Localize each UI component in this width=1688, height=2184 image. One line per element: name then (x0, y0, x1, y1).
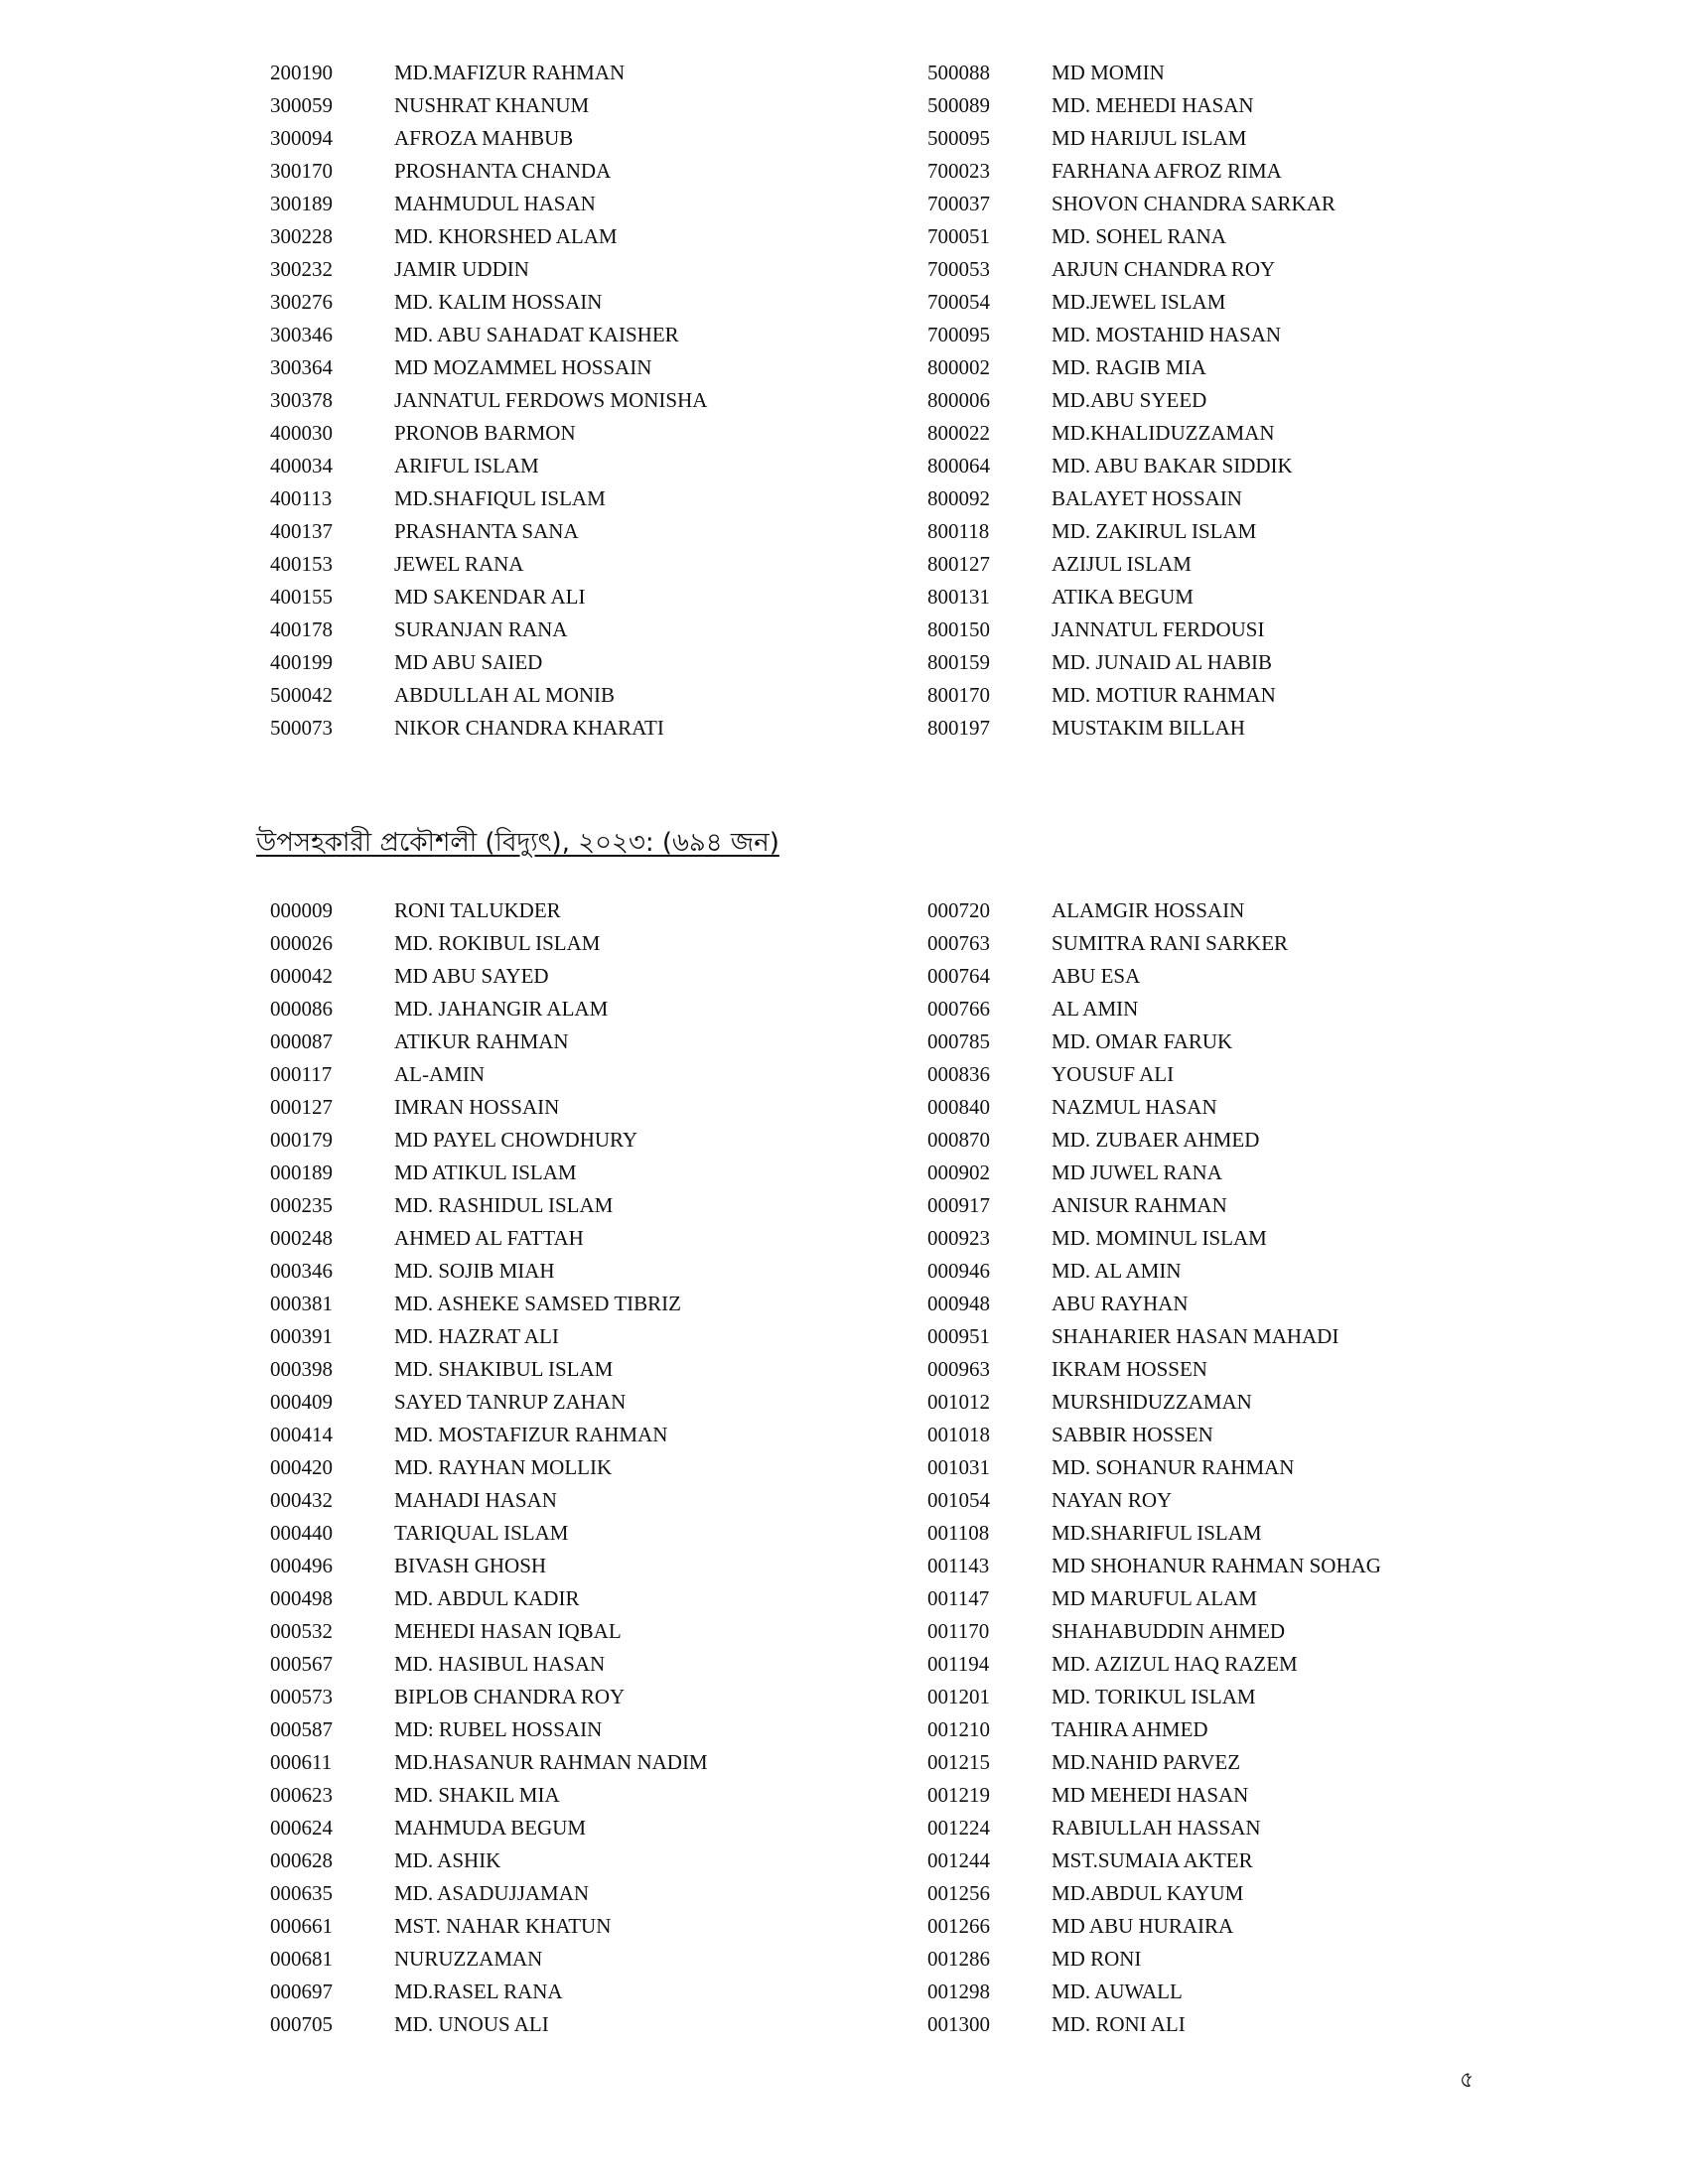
roll-number-left: 000420 (270, 1455, 333, 1479)
roll-number-left: 000611 (270, 1750, 333, 1774)
candidate-name-right: MD. OMAR FARUK (1052, 1029, 1233, 1053)
result-row (0, 1058, 1688, 1091)
candidate-name-right: MD HARIJUL ISLAM (1052, 126, 1247, 150)
roll-number-right: 800150 (927, 617, 990, 641)
candidate-name-right: SHOVON CHANDRA SARKAR (1052, 192, 1336, 215)
roll-number-left: 000623 (270, 1783, 333, 1807)
roll-number-right: 000764 (927, 964, 990, 988)
roll-number-left: 000179 (270, 1128, 333, 1152)
roll-number-left: 000532 (270, 1619, 333, 1643)
candidate-name-right: MD. RONI ALI (1052, 2012, 1186, 2036)
result-row (0, 1353, 1688, 1386)
candidate-name-left: TARIQUAL ISLAM (394, 1521, 569, 1545)
roll-number-right: 800131 (927, 585, 990, 609)
candidate-name-left: MD. JAHANGIR ALAM (394, 997, 609, 1021)
roll-number-left: 000409 (270, 1390, 333, 1414)
result-row (0, 2008, 1688, 2041)
candidate-name-left: MAHMUDA BEGUM (394, 1816, 587, 1840)
candidate-name-right: MD MOMIN (1052, 61, 1165, 84)
result-row (0, 927, 1688, 960)
roll-number-left: 000381 (270, 1292, 333, 1315)
roll-number-left: 000127 (270, 1095, 333, 1119)
result-row (0, 679, 1688, 712)
roll-number-right: 000902 (927, 1160, 990, 1184)
result-row (0, 482, 1688, 515)
roll-number-right: 000946 (927, 1259, 990, 1283)
candidate-name-right: MD.SHARIFUL ISLAM (1052, 1521, 1262, 1545)
candidate-name-left: SURANJAN RANA (394, 617, 568, 641)
candidate-name-left: AL-AMIN (394, 1062, 485, 1086)
result-row (0, 993, 1688, 1025)
result-row (0, 1386, 1688, 1419)
result-row (0, 1779, 1688, 1812)
candidate-name-right: SHAHARIER HASAN MAHADI (1052, 1324, 1339, 1348)
result-row (0, 1025, 1688, 1058)
candidate-name-right: YOUSUF ALI (1052, 1062, 1175, 1086)
candidate-name-left: ATIKUR RAHMAN (394, 1029, 569, 1053)
candidate-name-left: MD PAYEL CHOWDHURY (394, 1128, 638, 1152)
candidate-name-right: MD. SOHEL RANA (1052, 224, 1226, 248)
candidate-name-left: MD MOZAMMEL HOSSAIN (394, 355, 652, 379)
candidate-name-left: BIVASH GHOSH (394, 1554, 547, 1577)
roll-number-right: 700054 (927, 290, 990, 314)
candidate-name-left: AHMED AL FATTAH (394, 1226, 584, 1250)
candidate-name-right: MD.NAHID PARVEZ (1052, 1750, 1241, 1774)
candidate-name-left: MAHMUDUL HASAN (394, 192, 596, 215)
candidate-name-left: MD. RAYHAN MOLLIK (394, 1455, 613, 1479)
result-row (0, 188, 1688, 220)
result-row (0, 1615, 1688, 1648)
roll-number-left: 000086 (270, 997, 333, 1021)
roll-number-left: 000628 (270, 1848, 333, 1872)
result-row (0, 548, 1688, 581)
candidate-name-left: MD. ABU SAHADAT KAISHER (394, 323, 679, 346)
roll-number-left: 000235 (270, 1193, 333, 1217)
result-row (0, 1419, 1688, 1451)
candidate-name-left: MD SAKENDAR ALI (394, 585, 586, 609)
candidate-name-left: JANNATUL FERDOWS MONISHA (394, 388, 708, 412)
roll-number-right: 001194 (927, 1652, 990, 1676)
roll-number-right: 000763 (927, 931, 990, 955)
roll-number-left: 400153 (270, 552, 333, 576)
result-row (0, 894, 1688, 927)
candidate-name-left: RONI TALUKDER (394, 898, 561, 922)
roll-number-left: 000042 (270, 964, 333, 988)
roll-number-left: 200190 (270, 61, 333, 84)
roll-number-right: 800002 (927, 355, 990, 379)
roll-number-left: 000697 (270, 1979, 333, 2003)
roll-number-left: 000624 (270, 1816, 333, 1840)
candidate-name-left: MD. ABDUL KADIR (394, 1586, 580, 1610)
result-row (0, 1157, 1688, 1189)
candidate-name-right: MD. AZIZUL HAQ RAZEM (1052, 1652, 1298, 1676)
candidate-name-right: MD RONI (1052, 1947, 1142, 1971)
candidate-name-left: MEHEDI HASAN IQBAL (394, 1619, 622, 1643)
section-heading: উপসহকারী প্রকৌশলী (বিদ্যুৎ), ২০২৩: (৬৯৪ জন) (256, 828, 779, 858)
result-row (0, 1713, 1688, 1746)
result-row (0, 960, 1688, 993)
roll-number-left: 300276 (270, 290, 333, 314)
candidate-name-left: MD.SHAFIQUL ISLAM (394, 486, 606, 510)
result-row (0, 122, 1688, 155)
roll-number-right: 001210 (927, 1717, 990, 1741)
roll-number-left: 500042 (270, 683, 333, 707)
roll-number-left: 000009 (270, 898, 333, 922)
roll-number-right: 500095 (927, 126, 990, 150)
candidate-name-left: NURUZZAMAN (394, 1947, 543, 1971)
candidate-name-right: MD ABU HURAIRA (1052, 1914, 1234, 1938)
result-row (0, 351, 1688, 384)
candidate-name-left: ARIFUL ISLAM (394, 454, 539, 478)
candidate-name-left: MD: RUBEL HOSSAIN (394, 1717, 603, 1741)
result-row (0, 1812, 1688, 1844)
candidate-name-left: MD. KALIM HOSSAIN (394, 290, 603, 314)
candidate-name-left: JAMIR UDDIN (394, 257, 529, 281)
roll-number-right: 000917 (927, 1193, 990, 1217)
roll-number-right: 700095 (927, 323, 990, 346)
candidate-name-right: BALAYET HOSSAIN (1052, 486, 1242, 510)
result-row (0, 1746, 1688, 1779)
roll-number-right: 001256 (927, 1881, 990, 1905)
candidate-name-right: MURSHIDUZZAMAN (1052, 1390, 1252, 1414)
roll-number-left: 000414 (270, 1423, 333, 1446)
roll-number-left: 400178 (270, 617, 333, 641)
roll-number-left: 300232 (270, 257, 333, 281)
roll-number-left: 300189 (270, 192, 333, 215)
candidate-name-right: MD. ZAKIRUL ISLAM (1052, 519, 1257, 543)
roll-number-left: 000573 (270, 1685, 333, 1708)
candidate-name-left: MD ABU SAIED (394, 650, 543, 674)
result-row (0, 1844, 1688, 1877)
roll-number-left: 000026 (270, 931, 333, 955)
roll-number-left: 000567 (270, 1652, 333, 1676)
candidate-name-left: PRASHANTA SANA (394, 519, 579, 543)
page-number: ৫ (1460, 2068, 1475, 2093)
result-row (0, 286, 1688, 319)
roll-number-right: 001286 (927, 1947, 990, 1971)
candidate-name-left: MD. KHORSHED ALAM (394, 224, 618, 248)
candidate-name-right: MD SHOHANUR RAHMAN SOHAG (1052, 1554, 1381, 1577)
candidate-name-right: MD. MOTIUR RAHMAN (1052, 683, 1276, 707)
candidate-name-left: MD. RASHIDUL ISLAM (394, 1193, 614, 1217)
roll-number-right: 500088 (927, 61, 990, 84)
roll-number-right: 700023 (927, 159, 990, 183)
roll-number-left: 000248 (270, 1226, 333, 1250)
candidate-name-right: MD. ZUBAER AHMED (1052, 1128, 1260, 1152)
candidate-name-left: BIPLOB CHANDRA ROY (394, 1685, 626, 1708)
roll-number-right: 001298 (927, 1979, 990, 2003)
roll-number-left: 300094 (270, 126, 333, 150)
candidate-name-right: MD. JUNAID AL HABIB (1052, 650, 1273, 674)
candidate-name-right: ANISUR RAHMAN (1052, 1193, 1227, 1217)
roll-number-right: 001219 (927, 1783, 990, 1807)
roll-number-right: 001300 (927, 2012, 990, 2036)
candidate-name-right: SHAHABUDDIN AHMED (1052, 1619, 1286, 1643)
roll-number-left: 500073 (270, 716, 333, 740)
candidate-name-left: NIKOR CHANDRA KHARATI (394, 716, 664, 740)
candidate-name-left: PROSHANTA CHANDA (394, 159, 612, 183)
roll-number-right: 001147 (927, 1586, 990, 1610)
roll-number-left: 400034 (270, 454, 333, 478)
result-row (0, 1582, 1688, 1615)
roll-number-left: 000117 (270, 1062, 333, 1086)
candidate-name-left: PRONOB BARMON (394, 421, 576, 445)
candidate-name-left: MD. ASHEKE SAMSED TIBRIZ (394, 1292, 681, 1315)
result-row (0, 1288, 1688, 1320)
roll-number-right: 000963 (927, 1357, 990, 1381)
candidate-name-right: MD JUWEL RANA (1052, 1160, 1222, 1184)
roll-number-left: 000705 (270, 2012, 333, 2036)
candidate-name-right: SABBIR HOSSEN (1052, 1423, 1213, 1446)
candidate-name-left: SAYED TANRUP ZAHAN (394, 1390, 627, 1414)
candidate-name-left: AFROZA MAHBUB (394, 126, 574, 150)
roll-number-right: 001170 (927, 1619, 990, 1643)
result-row (0, 1877, 1688, 1910)
roll-number-right: 000720 (927, 898, 990, 922)
result-row (0, 319, 1688, 351)
candidate-name-left: MD. HAZRAT ALI (394, 1324, 559, 1348)
roll-number-left: 000587 (270, 1717, 333, 1741)
result-row (0, 1943, 1688, 1976)
roll-number-left: 400137 (270, 519, 333, 543)
roll-number-right: 000923 (927, 1226, 990, 1250)
candidate-name-left: MD ABU SAYED (394, 964, 549, 988)
candidate-name-right: ABU ESA (1052, 964, 1141, 988)
roll-number-right: 500089 (927, 93, 990, 117)
roll-number-right: 800022 (927, 421, 990, 445)
candidate-name-left: MD. HASIBUL HASAN (394, 1652, 606, 1676)
roll-number-right: 001215 (927, 1750, 990, 1774)
roll-number-left: 400155 (270, 585, 333, 609)
roll-number-left: 300346 (270, 323, 333, 346)
roll-number-right: 800127 (927, 552, 990, 576)
candidate-name-right: ALAMGIR HOSSAIN (1052, 898, 1245, 922)
candidate-name-right: RABIULLAH HASSAN (1052, 1816, 1261, 1840)
roll-number-right: 700037 (927, 192, 990, 215)
result-row (0, 515, 1688, 548)
roll-number-right: 001108 (927, 1521, 990, 1545)
result-row (0, 1255, 1688, 1288)
result-row (0, 1222, 1688, 1255)
candidate-name-left: JEWEL RANA (394, 552, 524, 576)
candidate-name-right: SUMITRA RANI SARKER (1052, 931, 1289, 955)
result-row (0, 581, 1688, 614)
candidate-name-left: IMRAN HOSSAIN (394, 1095, 560, 1119)
candidate-name-right: MD. AUWALL (1052, 1979, 1183, 2003)
roll-number-right: 001224 (927, 1816, 990, 1840)
roll-number-right: 000766 (927, 997, 990, 1021)
result-row (0, 450, 1688, 482)
candidate-name-left: MD. SOJIB MIAH (394, 1259, 555, 1283)
roll-number-left: 000440 (270, 1521, 333, 1545)
roll-number-right: 001018 (927, 1423, 990, 1446)
result-row (0, 1124, 1688, 1157)
roll-number-right: 001012 (927, 1390, 990, 1414)
result-row (0, 89, 1688, 122)
roll-number-right: 000948 (927, 1292, 990, 1315)
roll-number-left: 000498 (270, 1586, 333, 1610)
roll-number-right: 000870 (927, 1128, 990, 1152)
candidate-name-right: JANNATUL FERDOUSI (1052, 617, 1265, 641)
candidate-name-right: NAZMUL HASAN (1052, 1095, 1217, 1119)
candidate-name-right: MD. ABU BAKAR SIDDIK (1052, 454, 1293, 478)
roll-number-right: 001266 (927, 1914, 990, 1938)
candidate-name-left: ABDULLAH AL MONIB (394, 683, 616, 707)
roll-number-left: 000661 (270, 1914, 333, 1938)
candidate-name-right: AZIJUL ISLAM (1052, 552, 1192, 576)
roll-number-right: 800118 (927, 519, 990, 543)
roll-number-left: 300059 (270, 93, 333, 117)
result-row (0, 220, 1688, 253)
candidate-name-left: MST. NAHAR KHATUN (394, 1914, 612, 1938)
result-row (0, 1550, 1688, 1582)
candidate-name-right: TAHIRA AHMED (1052, 1717, 1208, 1741)
roll-number-left: 000496 (270, 1554, 333, 1577)
candidate-name-right: MD MEHEDI HASAN (1052, 1783, 1249, 1807)
candidate-name-left: MD.HASANUR RAHMAN NADIM (394, 1750, 708, 1774)
roll-number-left: 400113 (270, 486, 333, 510)
result-row (0, 1517, 1688, 1550)
candidate-name-right: MUSTAKIM BILLAH (1052, 716, 1245, 740)
candidate-name-left: NUSHRAT KHANUM (394, 93, 590, 117)
roll-number-left: 300378 (270, 388, 333, 412)
candidate-name-right: ABU RAYHAN (1052, 1292, 1189, 1315)
candidate-name-left: MD.RASEL RANA (394, 1979, 563, 2003)
result-row (0, 57, 1688, 89)
roll-number-right: 800006 (927, 388, 990, 412)
candidate-name-left: MAHADI HASAN (394, 1488, 557, 1512)
roll-number-left: 300364 (270, 355, 333, 379)
result-row (0, 384, 1688, 417)
candidate-name-right: MD MARUFUL ALAM (1052, 1586, 1257, 1610)
roll-number-right: 800170 (927, 683, 990, 707)
candidate-name-left: MD.MAFIZUR RAHMAN (394, 61, 626, 84)
result-row (0, 614, 1688, 646)
result-row (0, 1091, 1688, 1124)
roll-number-right: 000951 (927, 1324, 990, 1348)
roll-number-right: 800092 (927, 486, 990, 510)
candidate-name-left: MD. SHAKIL MIA (394, 1783, 560, 1807)
candidate-name-right: MD. TORIKUL ISLAM (1052, 1685, 1256, 1708)
candidate-name-right: ARJUN CHANDRA ROY (1052, 257, 1276, 281)
roll-number-left: 000346 (270, 1259, 333, 1283)
candidate-name-left: MD. ROKIBUL ISLAM (394, 931, 601, 955)
roll-number-left: 000391 (270, 1324, 333, 1348)
roll-number-left: 000432 (270, 1488, 333, 1512)
roll-number-right: 700053 (927, 257, 990, 281)
roll-number-right: 700051 (927, 224, 990, 248)
result-row (0, 1910, 1688, 1943)
roll-number-left: 300228 (270, 224, 333, 248)
roll-number-left: 000087 (270, 1029, 333, 1053)
candidate-name-right: NAYAN ROY (1052, 1488, 1173, 1512)
result-row (0, 1320, 1688, 1353)
roll-number-right: 001201 (927, 1685, 990, 1708)
result-row (0, 646, 1688, 679)
roll-number-right: 800159 (927, 650, 990, 674)
candidate-name-right: MD. SOHANUR RAHMAN (1052, 1455, 1295, 1479)
result-row (0, 1451, 1688, 1484)
roll-number-left: 000681 (270, 1947, 333, 1971)
candidate-name-right: MD.JEWEL ISLAM (1052, 290, 1226, 314)
candidate-name-right: MD. RAGIB MIA (1052, 355, 1206, 379)
candidate-name-right: MD.ABU SYEED (1052, 388, 1207, 412)
candidate-name-left: MD. ASADUJJAMAN (394, 1881, 590, 1905)
roll-number-right: 800197 (927, 716, 990, 740)
roll-number-right: 800064 (927, 454, 990, 478)
candidate-name-right: IKRAM HOSSEN (1052, 1357, 1207, 1381)
roll-number-right: 001143 (927, 1554, 990, 1577)
candidate-name-right: MST.SUMAIA AKTER (1052, 1848, 1253, 1872)
roll-number-right: 001054 (927, 1488, 990, 1512)
candidate-name-left: MD ATIKUL ISLAM (394, 1160, 577, 1184)
candidate-name-right: MD.ABDUL KAYUM (1052, 1881, 1244, 1905)
result-row (0, 1484, 1688, 1517)
candidate-name-right: ATIKA BEGUM (1052, 585, 1194, 609)
candidate-name-right: AL AMIN (1052, 997, 1139, 1021)
result-row (0, 712, 1688, 745)
roll-number-left: 000189 (270, 1160, 333, 1184)
candidate-name-left: MD. ASHIK (394, 1848, 501, 1872)
roll-number-right: 000836 (927, 1062, 990, 1086)
result-row (0, 253, 1688, 286)
candidate-name-left: MD. MOSTAFIZUR RAHMAN (394, 1423, 668, 1446)
roll-number-right: 000840 (927, 1095, 990, 1119)
candidate-name-right: MD.KHALIDUZZAMAN (1052, 421, 1275, 445)
result-row (0, 1648, 1688, 1681)
candidate-name-left: MD. SHAKIBUL ISLAM (394, 1357, 614, 1381)
candidate-name-right: MD. MOMINUL ISLAM (1052, 1226, 1267, 1250)
result-row (0, 155, 1688, 188)
result-row (0, 417, 1688, 450)
roll-number-left: 000635 (270, 1881, 333, 1905)
roll-number-right: 001031 (927, 1455, 990, 1479)
roll-number-right: 001244 (927, 1848, 990, 1872)
roll-number-left: 400199 (270, 650, 333, 674)
candidate-name-right: FARHANA AFROZ RIMA (1052, 159, 1282, 183)
result-row (0, 1681, 1688, 1713)
roll-number-left: 000398 (270, 1357, 333, 1381)
result-row (0, 1976, 1688, 2008)
candidate-name-right: MD. MOSTAHID HASAN (1052, 323, 1282, 346)
roll-number-left: 400030 (270, 421, 333, 445)
candidate-name-right: MD. MEHEDI HASAN (1052, 93, 1254, 117)
candidate-name-right: MD. AL AMIN (1052, 1259, 1182, 1283)
candidate-name-left: MD. UNOUS ALI (394, 2012, 549, 2036)
roll-number-right: 000785 (927, 1029, 990, 1053)
result-row (0, 1189, 1688, 1222)
roll-number-left: 300170 (270, 159, 333, 183)
